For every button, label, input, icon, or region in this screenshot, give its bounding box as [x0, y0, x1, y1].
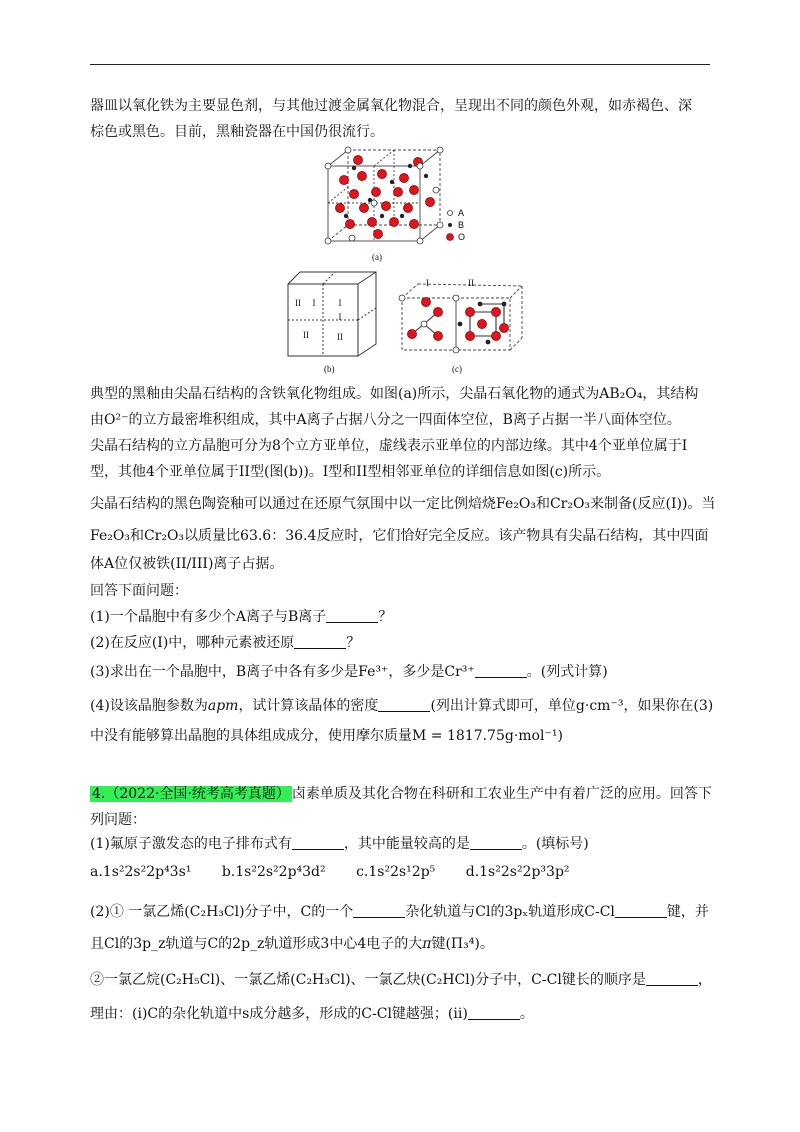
legend-a-label: A	[458, 208, 465, 218]
formula-cr2o3: Cr₂O₃	[549, 496, 591, 512]
subunit-label: II	[303, 330, 309, 340]
spinel-unit-cell-figure	[318, 146, 488, 264]
answer-blank	[615, 903, 667, 918]
formula-c2h5cl: (C₂H₅Cl)	[160, 972, 221, 988]
subunit-label: I	[338, 312, 342, 322]
options-row	[90, 862, 596, 882]
question-4-line-2: 中没有能够算出晶胞的具体组成成分，使用摩尔质量M = 1817.75g·mol⁻¹)	[90, 728, 563, 744]
subunit-detail-figure	[396, 272, 526, 378]
subunit-division-figure	[284, 270, 384, 378]
para-6: Fe₂O₃和Cr₂O₃以质量比63.6：36.4反应时，它们恰好完全反应。该产物具有尖晶石结构，其中四面	[90, 528, 709, 544]
question-3: (3)求出在一个晶胞中，B离子中各有多少是Fe³⁺，多少是Cr³⁺ 。(列式计算)	[90, 664, 608, 680]
para-3: 尖晶石结构的立方晶胞可分为8个立方亚单位，虚线表示亚单位的内部边缘。其中4个亚单位属于I	[90, 438, 688, 454]
answer-blank	[470, 835, 522, 850]
answer-blank	[292, 835, 344, 850]
subunit-label: I	[338, 298, 342, 308]
para-4: 型，其他4个亚单位属于II型(图(b))。I型和II型相邻亚单位的详细信息如图(c)所示。	[90, 464, 611, 480]
sub-question-2-part-2: ②一氯乙烷(C₂H₅Cl)、一氯乙烯(C₂H₃Cl)、一氯乙炔(C₂HCl)分子中，C-Cl键长的顺序是 ，	[90, 972, 712, 988]
answer-blank	[326, 608, 378, 623]
formula-c2hcl: (C₂HCl)	[420, 972, 476, 988]
intro-line-2: 棕色或黑色。目前，黑釉瓷器在中国仍很流行。	[90, 124, 384, 140]
source-tag: 4.（2022·全国·统考高考真题）	[92, 786, 290, 802]
formula-fe2o3: Fe₂O₃	[496, 496, 536, 512]
intro-line-1: 器皿以氧化铁为主要显色剂，与其他过渡金属氧化物混合，呈现出不同的颜色外观，如赤褐色、深	[90, 98, 692, 114]
question-2: (2)在反应(I)中，哪种元素被还原 ？	[90, 635, 361, 651]
question-4-line-1: (4)设该晶胞参数为apm，试计算该晶体的密度 (列出计算式即可，单位g·cm⁻³，如果你在(3)	[90, 698, 714, 714]
sub-question-2-line-1: (2)① 一氯乙烯(C₂H₃Cl)分子中，C的一个 杂化轨道与Cl的3pₓ轨道形成C-Cl 键，并	[90, 904, 709, 920]
option-c: c.1s²2s¹2p⁵	[356, 864, 436, 880]
problem-4-header: 4.（2022·全国·统考高考真题） 卤素单质及其化合物在科研和工农业生产中有着广泛的应用。回答下	[92, 786, 712, 802]
sub-question-1: (1)氟原子激发态的电子排布式有 ，其中能量较高的是 。(填标号)	[90, 836, 589, 852]
molar-mass: M = 1817.75g·mol⁻¹	[412, 728, 558, 744]
answer-blank	[294, 634, 346, 649]
subunit-label: II	[295, 298, 301, 308]
header-rule	[90, 64, 710, 65]
option-d: d.1s²2s²2p³3p²	[465, 864, 570, 880]
ion-fe3: Fe³⁺	[358, 664, 389, 680]
formula-cr2o3: Cr₂O₃	[143, 528, 185, 544]
type-i-label: I	[426, 278, 429, 288]
subunit-label: I	[312, 298, 316, 308]
formula-c2h3cl: (C₂H₃Cl)	[290, 972, 351, 988]
legend-o-label: O	[458, 232, 466, 242]
ion-cr3: Cr³⁺	[444, 664, 475, 680]
figure-b-caption: (b)	[324, 364, 335, 374]
subunit-label: II	[337, 332, 343, 342]
type-ii-label: II	[468, 278, 474, 288]
figure-a-legend	[447, 208, 466, 242]
sub-question-2-line-2: 且Cl的3p_z轨道与C的2p_z轨道形成3中心4电子的大π键(Π₃⁴)。	[90, 936, 494, 952]
reason-line: 理由：(i)C的杂化轨道中s成分越多，形成的C-Cl键越强；(ii) 。	[90, 1006, 534, 1022]
figure-a-caption: (a)	[372, 252, 382, 262]
pi-bond-notation: (Π₃⁴)	[445, 936, 480, 952]
answer-blank	[646, 971, 698, 986]
answer-blank	[353, 903, 405, 918]
lattice-parameter: apm	[207, 698, 239, 714]
option-a: a.1s²2s²2p⁴3s¹	[90, 864, 192, 880]
oxide-ion: O²⁻	[104, 412, 129, 428]
legend-b-label: B	[458, 220, 465, 230]
formula-fe2o3: Fe₂O₃	[90, 528, 130, 544]
para-5: 尖晶石结构的黑色陶瓷釉可以通过在还原气氛围中以一定比例焙烧Fe₂O₃和Cr₂O₃来制备(反应(I))。当	[90, 496, 716, 512]
option-b: b.1s²2s²2p⁴3d²	[221, 864, 326, 880]
question-1: (1)一个晶胞中有多少个A离子与B离子 ？	[90, 609, 393, 625]
answer-blank	[468, 1005, 520, 1020]
formula-ab2o4: AB₂O₄	[599, 386, 643, 402]
para-2: 由O²⁻的立方最密堆积组成，其中A离子占据八分之一四面体空位，B离子占据一半八面体空位。	[90, 412, 681, 428]
problem-4-line-2: 列问题：	[90, 812, 146, 828]
density-unit: g·cm⁻³	[575, 698, 624, 714]
prompt-line: 回答下面问题：	[90, 583, 188, 599]
answer-blank	[475, 663, 527, 678]
para-1: 典型的黑釉由尖晶石结构的含铁氧化物组成。如图(a)所示，尖晶石氧化物的通式为AB₂O₄，其结构	[90, 386, 699, 402]
answer-blank	[378, 697, 430, 712]
figure-c-caption: (c)	[452, 364, 462, 374]
para-7: 体A位仅被铁(II/III)离子占据。	[90, 556, 284, 572]
formula-c2h3cl: (C₂H₃Cl)	[184, 904, 245, 920]
